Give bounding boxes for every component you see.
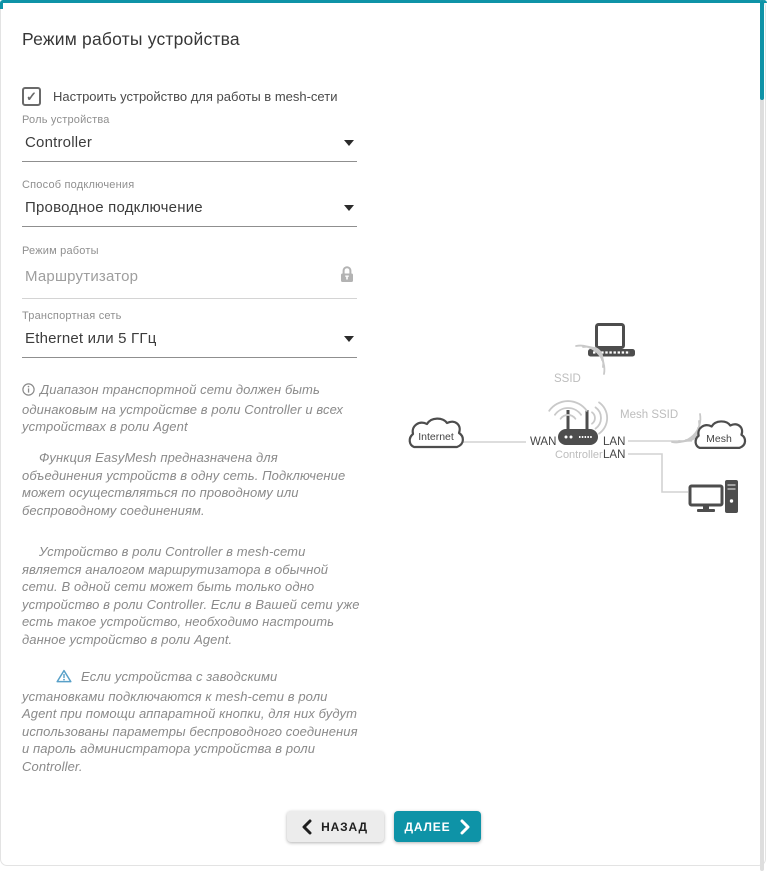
field-device-role-label: Роль устройства xyxy=(22,114,110,126)
wifi-waves-mesh-link xyxy=(592,402,607,433)
note-easymesh xyxy=(22,449,360,519)
mesh-checkbox[interactable] xyxy=(22,87,41,106)
work-mode-locked-input xyxy=(22,257,357,299)
ssid-label: SSID xyxy=(554,373,581,385)
scrollbar-track[interactable] xyxy=(760,0,764,871)
transport-network-select[interactable] xyxy=(22,322,357,358)
back-button[interactable] xyxy=(287,811,384,842)
chevron-down-icon xyxy=(344,205,354,211)
wizard-buttons xyxy=(0,811,767,842)
laptop-icon xyxy=(588,325,635,357)
mesh-ssid-label: Mesh SSID xyxy=(620,409,679,421)
internet-cloud-icon xyxy=(410,419,463,447)
field-transport-network-label: Транспортная сеть xyxy=(22,310,122,322)
field-work-mode xyxy=(22,245,357,299)
chevron-left-icon xyxy=(302,819,312,835)
accent-top-bar xyxy=(0,0,767,3)
mesh-checkbox-row[interactable] xyxy=(22,87,337,106)
lan2-port-label: LAN xyxy=(603,449,626,461)
desktop-pc-icon xyxy=(690,480,738,513)
next-button-label: ДАЛЕЕ xyxy=(404,819,451,834)
field-device-role xyxy=(22,114,357,162)
mesh-label: Mesh xyxy=(706,433,732,445)
note-factory-defaults xyxy=(22,668,360,776)
field-connection-method-label: Способ подключения xyxy=(22,179,135,191)
lock-icon xyxy=(340,265,354,288)
note-text: Функция EasyMesh предназначена для объединения устройств в одну сеть. Подключение может осуществляться по проводному или беспроводному соединениям. xyxy=(22,450,346,518)
controller-label: Controller xyxy=(555,449,603,461)
transport-network-value: Ethernet или 5 ГГц xyxy=(25,330,157,347)
page-title: Режим работы устройства xyxy=(22,29,240,49)
field-connection-method xyxy=(22,179,357,227)
field-transport-network xyxy=(22,310,357,358)
note-text: Если устройства с заводскими установками подключаются к mesh-сети в роли Agent при помощи аппаратной кнопки, для них будут использованы параметры беспроводного соединения и пароль администратора устройства в роли Controller. xyxy=(22,669,358,774)
chevron-down-icon xyxy=(344,140,354,146)
note-text: Устройство в роли Controller в mesh-сети является аналогом маршрутизатора в обычной сети. В одной сети может быть только одно устройство в роли Controller. Если в Вашей сети уже есть такое устройство, необходимо настроить данное устройство в роли Agent. xyxy=(22,544,360,647)
next-button[interactable] xyxy=(394,811,481,842)
mesh-topology-diagram xyxy=(400,300,760,530)
wan-port-label: WAN xyxy=(530,436,557,448)
device-role-select[interactable] xyxy=(22,126,357,162)
back-button-label: НАЗАД xyxy=(321,819,368,834)
chevron-right-icon xyxy=(460,819,470,835)
checkmark-icon: ✓ xyxy=(26,89,37,104)
note-transport-band xyxy=(22,381,360,436)
mesh-cloud-icon xyxy=(696,421,745,447)
note-text: Диапазон транспортной сети должен быть одинаковым на устройстве в роли Controller и всех устройствах в роли Agent xyxy=(22,382,343,435)
accent-corner-notch xyxy=(0,3,3,9)
scrollbar-thumb[interactable] xyxy=(760,0,764,100)
note-controller-role xyxy=(22,543,360,649)
work-mode-value: Маршрутизатор xyxy=(25,268,139,285)
warning-icon xyxy=(39,669,72,688)
wire-lan-pc xyxy=(628,454,688,492)
device-role-value: Controller xyxy=(25,134,93,151)
lan1-port-label: LAN xyxy=(603,436,626,448)
internet-label: Internet xyxy=(418,431,454,443)
field-work-mode-label: Режим работы xyxy=(22,245,99,257)
connection-method-value: Проводное подключение xyxy=(25,199,203,216)
mesh-checkbox-label: Настроить устройство для работы в mesh-сети xyxy=(53,89,338,104)
chevron-down-icon xyxy=(344,336,354,342)
info-icon xyxy=(22,383,35,401)
connection-method-select[interactable] xyxy=(22,191,357,227)
